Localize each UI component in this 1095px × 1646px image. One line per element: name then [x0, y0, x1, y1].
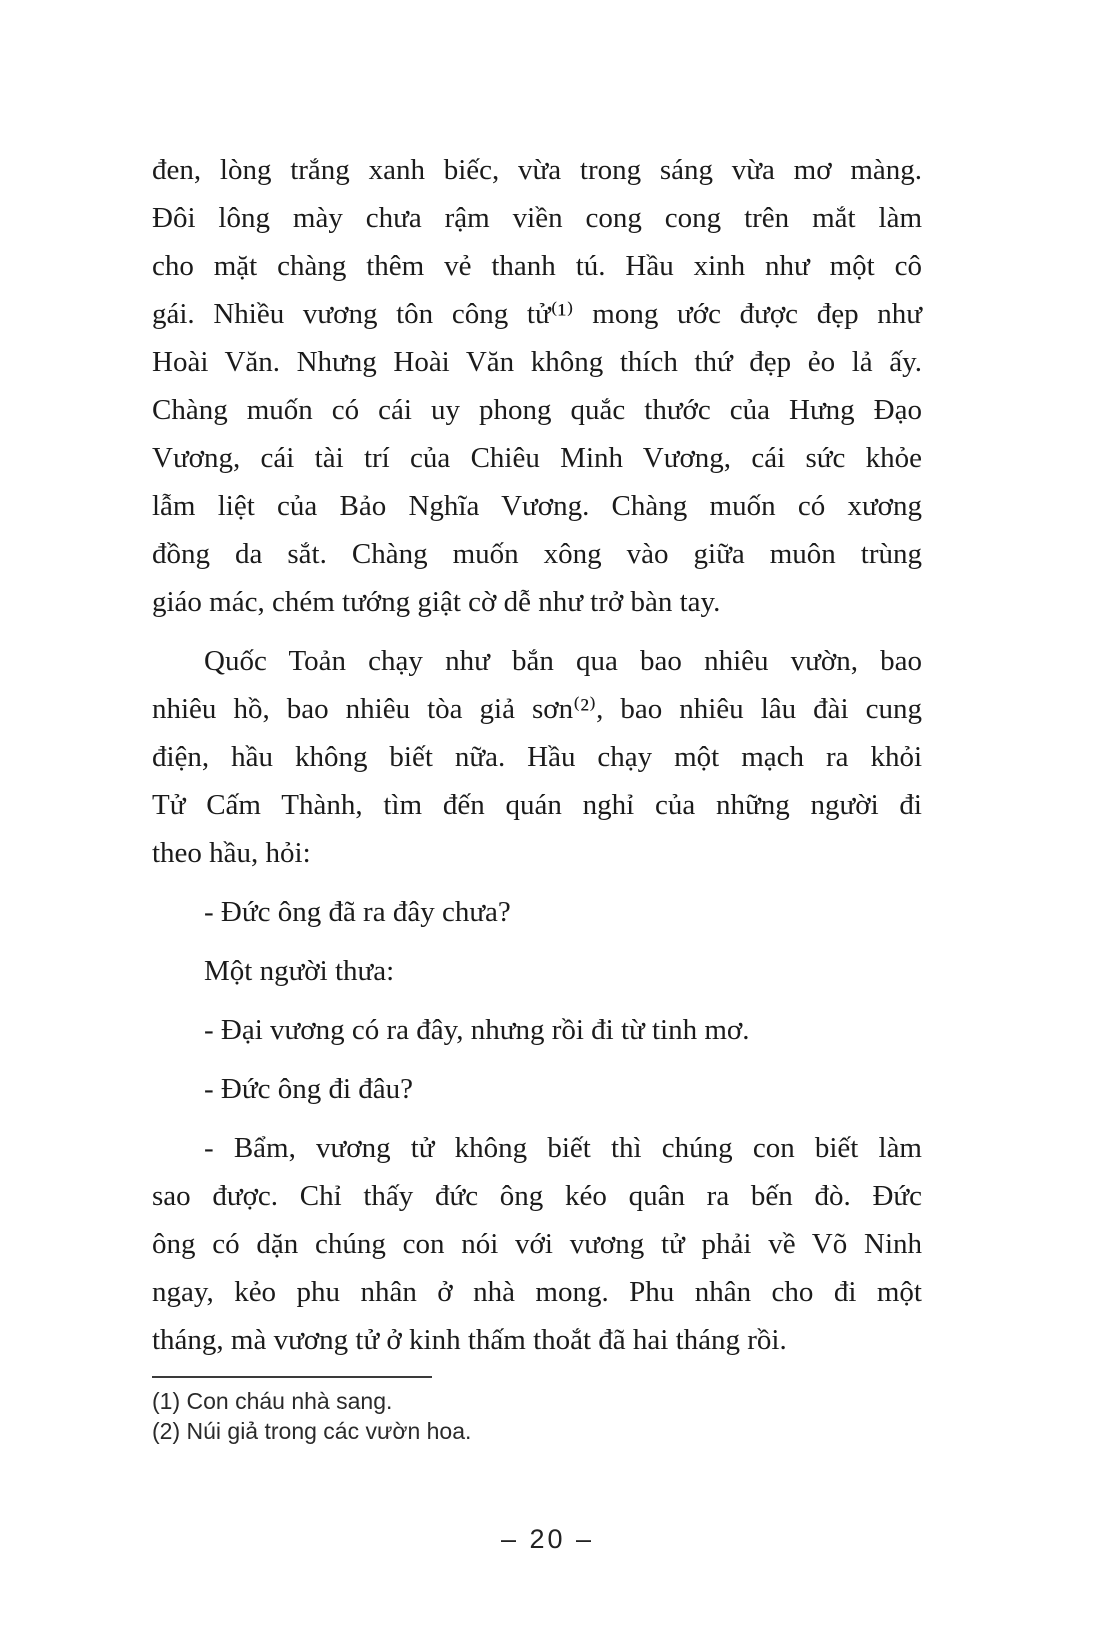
- text-line: giáo mác, chém tướng giật cờ dễ như trở bàn tay.: [152, 586, 721, 618]
- footnote-block: [152, 1376, 922, 1446]
- text-line: gái. Nhiều vương tôn công tử⁽¹⁾ mong ước được đẹp như: [152, 298, 922, 330]
- text-line: lẫm liệt của Bảo Nghĩa Vương. Chàng muốn có xương: [152, 490, 922, 522]
- footnote-item: (1) Con cháu nhà sang.: [152, 1388, 393, 1414]
- paragraph: [152, 1065, 922, 1113]
- text-line: Tử Cấm Thành, tìm đến quán nghỉ của những người đi: [152, 789, 922, 821]
- text-line: ngay, kẻo phu nhân ở nhà mong. Phu nhân cho đi một: [152, 1276, 922, 1308]
- text-line: Hoài Văn. Nhưng Hoài Văn không thích thứ đẹp ẻo lả ấy.: [152, 346, 922, 378]
- page-number: – 20 –: [500, 1524, 595, 1554]
- text-line: - Đức ông đi đâu?: [204, 1073, 413, 1105]
- paragraph: [152, 1124, 922, 1364]
- footnotes-list: [152, 1386, 922, 1446]
- footnote-rule: [152, 1376, 432, 1378]
- text-line: điện, hầu không biết nữa. Hầu chạy một mạch ra khỏi: [152, 741, 922, 773]
- text-line: tháng, mà vương tử ở kinh thấm thoắt đã hai tháng rồi.: [152, 1324, 787, 1356]
- footnote-item: (2) Núi giả trong các vườn hoa.: [152, 1418, 472, 1444]
- text-line: Đôi lông mày chưa rậm viền cong cong trên mắt làm: [152, 202, 922, 234]
- paragraph: [152, 1006, 922, 1054]
- paragraph: [152, 888, 922, 936]
- text-line: ông có dặn chúng con nói với vương tử phải về Võ Ninh: [152, 1228, 922, 1260]
- body-text: [152, 146, 922, 1364]
- paragraph: [152, 146, 922, 626]
- text-line: Vương, cái tài trí của Chiêu Minh Vương, cái sức khỏe: [152, 442, 922, 474]
- paragraph: [152, 637, 922, 877]
- text-line: - Đại vương có ra đây, nhưng rồi đi từ tinh mơ.: [204, 1014, 750, 1046]
- text-line: - Bẩm, vương tử không biết thì chúng con biết làm: [204, 1132, 922, 1164]
- text-line: Chàng muốn có cái uy phong quắc thước của Hưng Đạo: [152, 394, 922, 426]
- text-line: cho mặt chàng thêm vẻ thanh tú. Hầu xinh như một cô: [152, 250, 922, 282]
- text-line: nhiêu hồ, bao nhiêu tòa giả sơn⁽²⁾, bao nhiêu lâu đài cung: [152, 693, 922, 725]
- text-line: - Đức ông đã ra đây chưa?: [204, 896, 511, 928]
- text-line: Quốc Toản chạy như bắn qua bao nhiêu vườn, bao: [204, 645, 922, 677]
- text-line: sao được. Chỉ thấy đức ông kéo quân ra bến đò. Đức: [152, 1180, 922, 1212]
- text-line: đồng da sắt. Chàng muốn xông vào giữa muôn trùng: [152, 538, 922, 570]
- text-line: theo hầu, hỏi:: [152, 837, 311, 869]
- text-line: đen, lòng trắng xanh biếc, vừa trong sáng vừa mơ màng.: [152, 154, 922, 186]
- text-line: Một người thưa:: [204, 955, 395, 987]
- paragraph: [152, 947, 922, 995]
